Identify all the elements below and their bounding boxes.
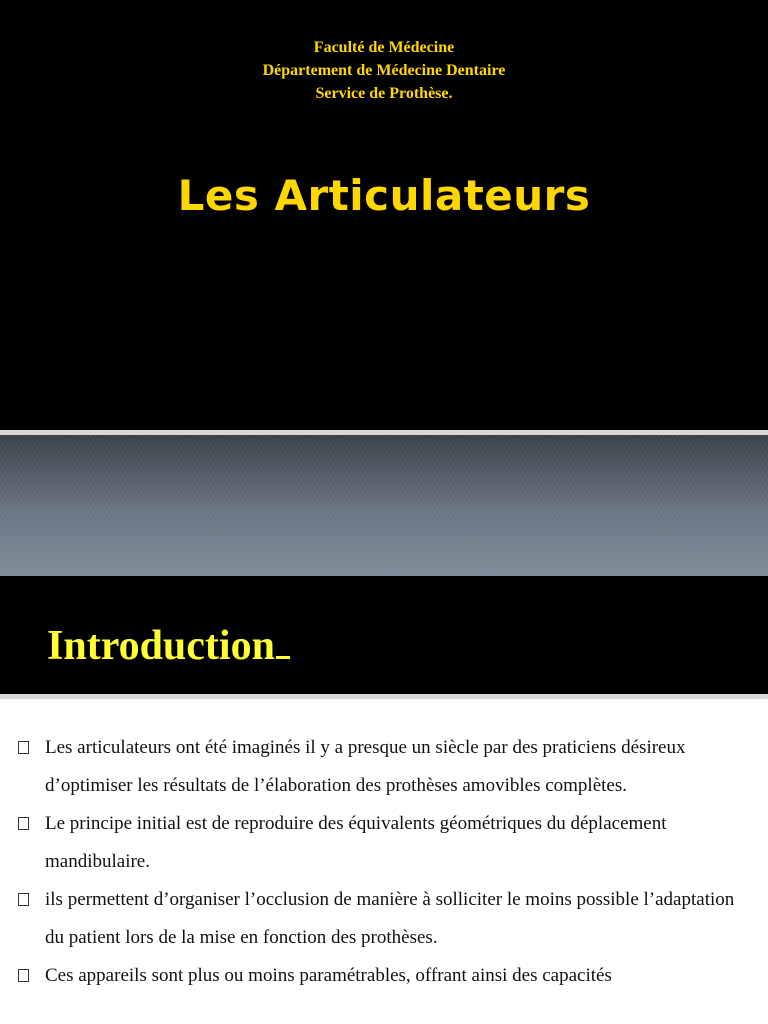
institution-line-faculty: Faculté de Médecine [313,39,455,56]
bullet-text: ils permettent d’organiser l’occlusion de manière à solliciter le moins possible l’adaptation du patient lors de la mise en fonction des prothèses. [45,889,735,948]
slide-title: Les Articulateurs [177,171,591,220]
institution-line-department: Département de Médecine Dentaire [262,62,506,79]
bullet-text: Le principe initial est de reproduire des équivalents géométriques du déplacement mandibulaire. [45,813,667,872]
institution-header [0,36,768,105]
title-slide [0,0,768,430]
intro-bullet-list [0,729,768,995]
bullet-text: Les articulateurs ont été imaginés il y a presque un siècle par des praticiens désireux d’optimiser les résultats de l’élaboration des prothèses amovibles complètes. [45,737,686,796]
list-item [0,881,768,957]
list-item [0,729,768,805]
square-bullet-icon [18,893,29,906]
institution-line-service: Service de Prothèse. [315,85,453,102]
textured-banner [0,435,768,576]
bullet-text: Ces appareils sont plus ou moins paramétrables, offrant ainsi des capacités [45,965,612,986]
square-bullet-icon [18,817,29,830]
intro-heading [47,618,290,674]
intro-heading-text: Introduction [47,623,275,669]
heading-underline-mark [276,656,290,659]
list-item [0,805,768,881]
square-bullet-icon [18,969,29,982]
slide-divider [0,694,768,699]
list-item [0,957,768,995]
square-bullet-icon [18,741,29,754]
